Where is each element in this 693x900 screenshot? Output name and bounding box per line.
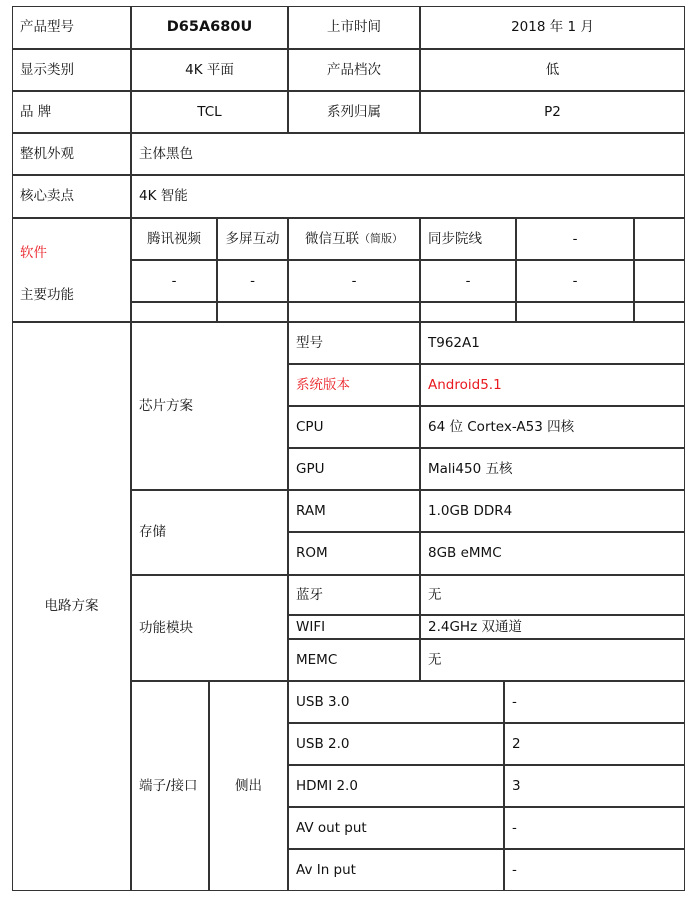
software-label-cell [12,218,131,322]
grade-value: 低 [420,49,685,91]
bluetooth-key: 蓝牙 [288,575,420,615]
hdmi-key: HDMI 2.0 [288,765,504,807]
circuit-label: 电路方案 [12,322,131,891]
av-in-value: - [504,849,685,891]
feature-row3-4 [420,302,516,322]
feature-tencent-video: 腾讯视频 [131,218,217,260]
feature-row2-4: - [420,260,516,302]
usb20-key: USB 2.0 [288,723,504,765]
usb30-value: - [504,681,685,723]
series-value: P2 [420,91,685,133]
gpu-key: GPU [288,448,420,490]
gpu-value: Mali450 五核 [420,448,685,490]
selling-value: 4K 智能 [131,175,685,218]
chip-model-key: 型号 [288,322,420,364]
side-label: 侧出 [209,681,288,891]
wifi-value: 2.4GHz 双通道 [420,615,685,639]
chip-label: 芯片方案 [131,322,288,490]
hdmi-value: 3 [504,765,685,807]
cpu-value: 64 位 Cortex-A53 四核 [420,406,685,448]
appearance-label: 整机外观 [12,133,131,175]
model-label: 产品型号 [12,6,131,49]
usb30-key: USB 3.0 [288,681,504,723]
feature-row3-3 [288,302,420,322]
feature-6 [634,218,685,260]
selling-label: 核心卖点 [12,175,131,218]
feature-multiscreen: 多屏互动 [217,218,288,260]
feature-wechat-text: 微信互联 [305,230,359,247]
grade-label: 产品档次 [288,49,420,91]
feature-row3-5 [516,302,634,322]
cpu-key: CPU [288,406,420,448]
display-label: 显示类别 [12,49,131,91]
brand-value: TCL [131,91,288,133]
ports-label: 端子/接口 [131,681,209,891]
rom-value: 8GB eMMC [420,532,685,575]
feature-row3-1 [131,302,217,322]
feature-wechat-note: （简版） [359,232,403,246]
appearance-value: 主体黑色 [131,133,685,175]
memc-key: MEMC [288,639,420,681]
feature-sync-cinema: 同步院线 [420,218,516,260]
system-version-value: Android5.1 [420,364,685,406]
ram-value: 1.0GB DDR4 [420,490,685,532]
feature-5: - [516,218,634,260]
system-version-key: 系统版本 [288,364,420,406]
feature-wechat [288,218,420,260]
feature-row2-5: - [516,260,634,302]
launch-value: 2018 年 1 月 [420,6,685,49]
display-value: 4K 平面 [131,49,288,91]
feature-row2-2: - [217,260,288,302]
software-label: 软件 [20,245,47,261]
model-value: D65A680U [131,6,288,49]
feature-row3-2 [217,302,288,322]
brand-label: 品 牌 [12,91,131,133]
main-function-label: 主要功能 [20,287,74,303]
feature-row2-6 [634,260,685,302]
chip-model-value: T962A1 [420,322,685,364]
modules-label: 功能模块 [131,575,288,681]
storage-label: 存储 [131,490,288,575]
usb20-value: 2 [504,723,685,765]
av-out-key: AV out put [288,807,504,849]
rom-key: ROM [288,532,420,575]
launch-label: 上市时间 [288,6,420,49]
feature-row3-6 [634,302,685,322]
series-label: 系列归属 [288,91,420,133]
av-out-value: - [504,807,685,849]
bluetooth-value: 无 [420,575,685,615]
ram-key: RAM [288,490,420,532]
wifi-key: WIFI [288,615,420,639]
feature-row2-3: - [288,260,420,302]
feature-row2-1: - [131,260,217,302]
av-in-key: Av In put [288,849,504,891]
memc-value: 无 [420,639,685,681]
